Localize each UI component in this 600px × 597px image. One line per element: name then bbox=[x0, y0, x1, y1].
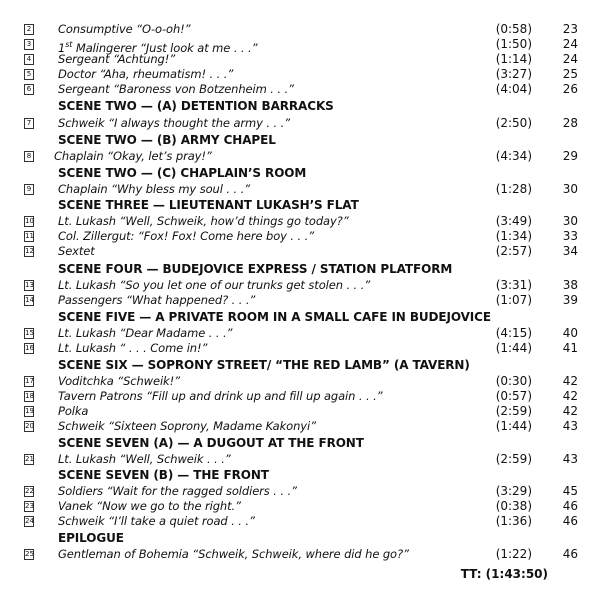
track-number-box: 11 bbox=[25, 232, 34, 240]
scene-heading: SCENE SEVEN (A) — A DUGOUT AT THE FRONT bbox=[58, 436, 364, 450]
track-row bbox=[0, 389, 600, 405]
track-title: Chaplain “Okay, let’s pray!” bbox=[54, 149, 212, 163]
track-page: 30 bbox=[562, 214, 578, 228]
scene-heading: SCENE THREE — LIEUTENANT LUKASH’S FLAT bbox=[58, 198, 359, 212]
scene-heading: SCENE TWO — (C) CHAPLAIN’S ROOM bbox=[58, 166, 307, 180]
track-page: 40 bbox=[562, 326, 578, 340]
track-number-box: 25 bbox=[25, 550, 34, 558]
track-row bbox=[0, 374, 600, 390]
track-title: Schweik “I’ll take a quiet road . . .” bbox=[58, 514, 255, 528]
track-number-box: 15 bbox=[25, 329, 34, 337]
scene-heading: SCENE FOUR — BUDEJOVICE EXPRESS / STATION PLATFORM bbox=[58, 262, 453, 276]
scene-heading: SCENE SEVEN (B) — THE FRONT bbox=[58, 468, 269, 482]
track-number-box: 8 bbox=[24, 151, 34, 162]
track-row bbox=[0, 214, 600, 230]
track-title-text: Malingerer “Just look at me . . .” bbox=[72, 40, 258, 55]
track-duration: (1:44) bbox=[495, 419, 532, 433]
track-duration: (1:34) bbox=[495, 229, 532, 243]
track-title: Doctor “Aha, rheumatism! . . .” bbox=[58, 67, 234, 81]
track-number-box: 23 bbox=[25, 502, 34, 510]
scene-heading: SCENE SIX — SOPRONY STREET/ “THE RED LAMB” (A TAVERN) bbox=[58, 358, 470, 372]
track-number-box: 7 bbox=[24, 118, 34, 129]
track-title: Lt. Lukash “Well, Schweik . . .” bbox=[58, 452, 231, 466]
track-duration: (4:04) bbox=[495, 82, 532, 96]
track-duration: (3:31) bbox=[495, 278, 532, 292]
track-title: Chaplain “Why bless my soul . . .” bbox=[58, 182, 250, 196]
track-page: 42 bbox=[562, 404, 578, 418]
track-page: 24 bbox=[562, 52, 578, 66]
track-duration: (2:50) bbox=[495, 116, 532, 130]
track-duration: (0:57) bbox=[495, 389, 532, 403]
track-number-box: 9 bbox=[24, 184, 34, 195]
track-row bbox=[0, 326, 600, 342]
track-number-box: 22 bbox=[25, 487, 34, 495]
track-title: Gentleman of Bohemia “Schweik, Schweik, where did he go?” bbox=[58, 547, 409, 561]
track-number-box: 3 bbox=[24, 39, 34, 50]
track-page: 46 bbox=[562, 499, 578, 513]
track-duration: (0:30) bbox=[495, 374, 532, 388]
track-row bbox=[0, 52, 600, 68]
track-page: 42 bbox=[562, 374, 578, 388]
ordinal-number: 1 bbox=[58, 40, 66, 55]
track-page: 24 bbox=[562, 37, 578, 51]
track-number-box: 6 bbox=[24, 84, 34, 95]
track-duration: (1:44) bbox=[495, 341, 532, 355]
track-page: 25 bbox=[562, 67, 578, 81]
track-number-box: 19 bbox=[25, 407, 34, 415]
track-row bbox=[0, 229, 600, 245]
track-page: 41 bbox=[562, 341, 578, 355]
track-title: Vanek “Now we go to the right.” bbox=[58, 499, 241, 513]
track-row bbox=[0, 22, 600, 38]
track-duration: (2:59) bbox=[495, 404, 532, 418]
track-number-box: 17 bbox=[25, 377, 34, 385]
track-page: 42 bbox=[562, 389, 578, 403]
track-row bbox=[0, 244, 600, 260]
track-row bbox=[0, 499, 600, 515]
track-page: 33 bbox=[562, 229, 578, 243]
track-title: Sergeant “Achtung!” bbox=[58, 52, 176, 66]
track-number-box: 13 bbox=[25, 281, 34, 289]
track-row bbox=[0, 278, 600, 294]
track-page: 46 bbox=[562, 514, 578, 528]
track-page: 28 bbox=[562, 116, 578, 130]
track-row bbox=[0, 404, 600, 420]
track-duration: (2:59) bbox=[495, 452, 532, 466]
track-title: Lt. Lukash “Well, Schweik, how’d things go today?” bbox=[58, 214, 349, 228]
track-page: 34 bbox=[562, 244, 578, 258]
track-number-box: 5 bbox=[24, 69, 34, 80]
track-duration: (0:38) bbox=[495, 499, 532, 513]
track-row bbox=[0, 341, 600, 357]
track-duration: (1:28) bbox=[495, 182, 532, 196]
track-row bbox=[0, 514, 600, 530]
track-duration: (3:29) bbox=[495, 484, 532, 498]
track-number-box: 10 bbox=[25, 217, 34, 225]
total-time: TT: (1:43:50) bbox=[460, 567, 548, 581]
track-row bbox=[0, 116, 600, 132]
track-page: 46 bbox=[562, 547, 578, 561]
track-number-box: 2 bbox=[24, 24, 34, 35]
track-row bbox=[0, 293, 600, 309]
track-number-box: 14 bbox=[25, 296, 34, 304]
track-number-box: 20 bbox=[25, 422, 34, 430]
track-title: Col. Zillergut: “Fox! Fox! Come here boy . . .” bbox=[58, 229, 315, 243]
track-row bbox=[0, 67, 600, 83]
track-title: Schweik “Sixteen Soprony, Madame Kakonyi” bbox=[58, 419, 316, 433]
track-title: Sextet bbox=[58, 244, 95, 258]
track-page: 30 bbox=[562, 182, 578, 196]
track-page: 39 bbox=[562, 293, 578, 307]
track-row bbox=[0, 37, 600, 53]
track-row bbox=[0, 547, 600, 563]
track-row bbox=[0, 452, 600, 468]
track-number-box: 18 bbox=[25, 392, 34, 400]
track-title: Lt. Lukash “Dear Madame . . .” bbox=[58, 326, 233, 340]
track-number-box: 16 bbox=[25, 344, 34, 352]
track-page: 45 bbox=[562, 484, 578, 498]
track-page: 38 bbox=[562, 278, 578, 292]
track-duration: (1:50) bbox=[495, 37, 532, 51]
track-duration: (4:34) bbox=[495, 149, 532, 163]
track-page: 23 bbox=[562, 22, 578, 36]
track-duration: (3:27) bbox=[495, 67, 532, 81]
scene-heading: SCENE TWO — (B) ARMY CHAPEL bbox=[58, 133, 276, 147]
track-duration: (1:22) bbox=[495, 547, 532, 561]
track-duration: (1:07) bbox=[495, 293, 532, 307]
track-row bbox=[0, 82, 600, 98]
track-duration: (3:49) bbox=[495, 214, 532, 228]
track-duration: (1:14) bbox=[495, 52, 532, 66]
track-title: Tavern Patrons “Fill up and drink up and fill up again . . .” bbox=[58, 389, 383, 403]
track-page: 26 bbox=[562, 82, 578, 96]
track-duration: (4:15) bbox=[495, 326, 532, 340]
track-page: 43 bbox=[562, 419, 578, 433]
track-title: Soldiers “Wait for the ragged soldiers . . .” bbox=[58, 484, 297, 498]
ordinal-suffix: st bbox=[65, 40, 73, 49]
track-title: Voditchka “Schweik!” bbox=[58, 374, 180, 388]
track-page: 29 bbox=[562, 149, 578, 163]
track-title: Sergeant “Baroness von Botzenheim . . .” bbox=[58, 82, 294, 96]
track-title: Consumptive “O-o-oh!” bbox=[58, 22, 191, 36]
track-page: 43 bbox=[562, 452, 578, 466]
scene-heading: SCENE TWO — (A) DETENTION BARRACKS bbox=[58, 99, 334, 113]
track-number-box: 21 bbox=[25, 455, 34, 463]
track-title: Polka bbox=[58, 404, 89, 418]
track-title: Passengers “What happened? . . .” bbox=[58, 293, 256, 307]
track-number-box: 12 bbox=[25, 247, 34, 255]
track-title: Lt. Lukash “So you let one of our trunks get stolen . . .” bbox=[58, 278, 371, 292]
track-duration: (2:57) bbox=[495, 244, 532, 258]
track-row bbox=[0, 484, 600, 500]
track-duration: (1:36) bbox=[495, 514, 532, 528]
track-row bbox=[0, 149, 600, 165]
track-number-box: 4 bbox=[24, 54, 34, 65]
track-number-box: 24 bbox=[25, 517, 34, 525]
scene-heading: SCENE FIVE — A PRIVATE ROOM IN A SMALL CAFE IN BUDEJOVICE bbox=[58, 310, 491, 324]
track-title: Lt. Lukash “ . . . Come in!” bbox=[58, 341, 208, 355]
track-row bbox=[0, 182, 600, 198]
track-row bbox=[0, 419, 600, 435]
scene-heading: EPILOGUE bbox=[58, 531, 124, 545]
track-duration: (0:58) bbox=[495, 22, 532, 36]
track-title: Schweik “I always thought the army . . .” bbox=[58, 116, 291, 130]
